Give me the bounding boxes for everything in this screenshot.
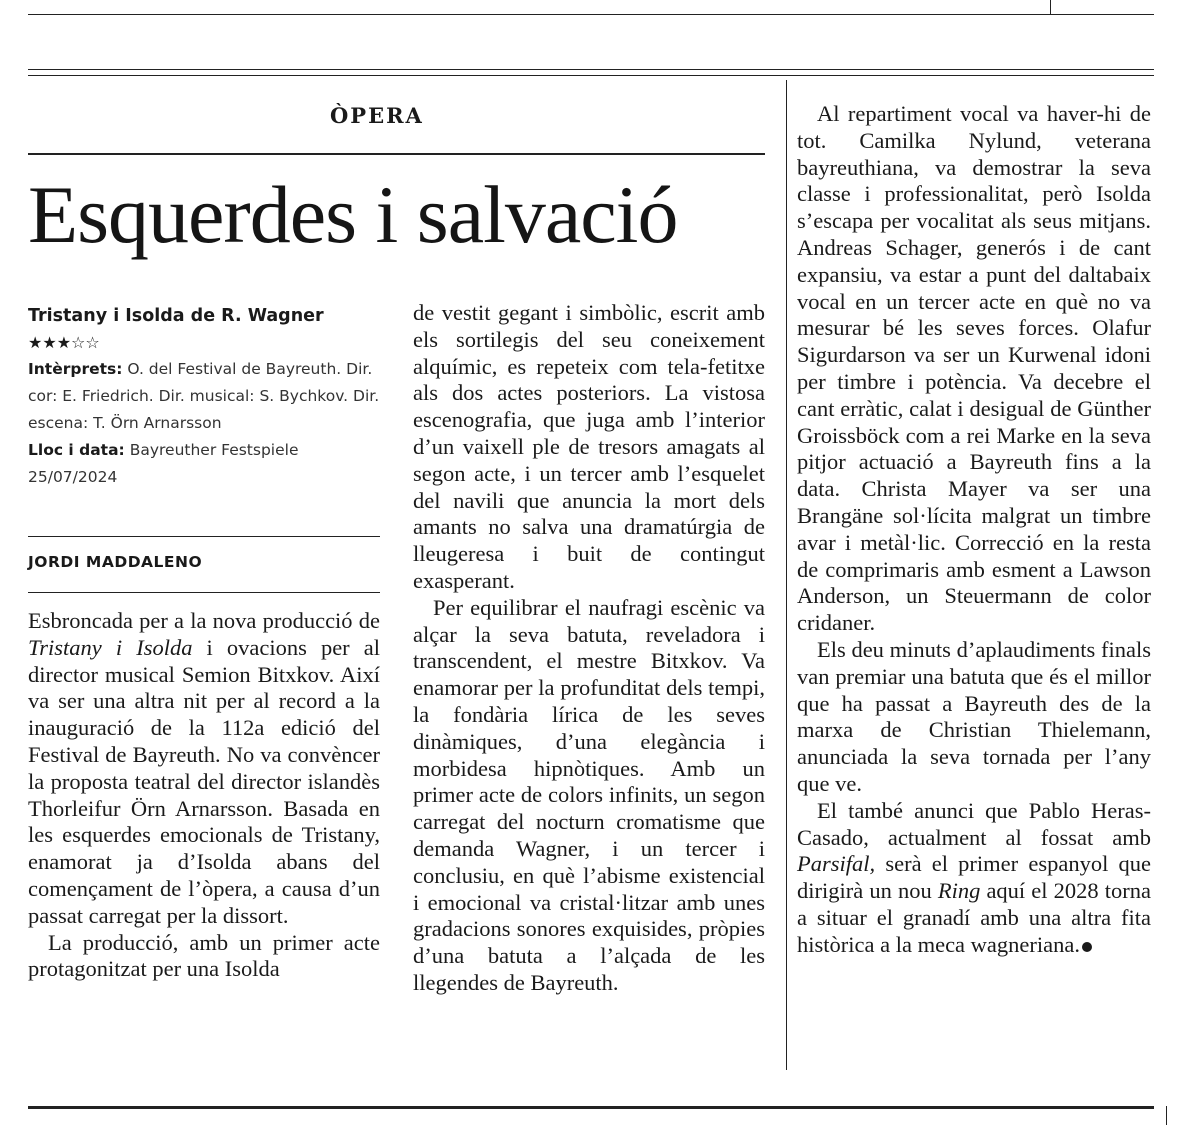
paragraph-4: Al repartiment vocal va haver-hi de tot. Camilka Nylund, veterana bayreuthiana, va demostrar la seva classe i professionalitat, però Isolda s’escapa per vocalitat als seus mitjans. Andreas Schager, generós i de cant expansiu, va estar a punt del daltabaix vocal en un tercer acte en què no va mesurar bé les seves forces. Olafur Sigurdarson va ser un Kurwenal idoni per timbre i potència. Va decebre el cant erràtic, calat i desigual de Günther Groissböck com a rei Marke en la seva pitjor actuació a Bayreuth fins a la data. Christa Mayer va ser una Brangäne sol·lícita malgrat un timbre avar i metàl·lic. Correcció en la resta de comprimaris amb esment a Lawson Anderson, un Steuermann de color cridaner.	[797, 101, 1151, 636]
headline: Esquerdes i salvació	[28, 169, 678, 260]
section-rule	[28, 153, 765, 155]
info-rule	[28, 536, 380, 537]
paragraph-6-text-a: El també anunci que Pablo Heras-Casado, actualment al fossat amb	[797, 797, 1151, 850]
column-1	[28, 608, 380, 983]
paragraph-6	[797, 798, 1151, 959]
top-rule	[28, 14, 1154, 15]
author-byline: JORDI MADDALENO	[28, 553, 203, 571]
paragraph-2-start: La producció, amb un primer acte protagonitzat per una Isolda	[28, 929, 380, 982]
author-rule	[28, 592, 380, 593]
place-label: Lloc i data:	[28, 441, 125, 459]
place-value: Bayreuther Festspiele 25/07/2024	[28, 441, 299, 486]
paragraph-1-text-b: i ovacions per al director musical Semion Bitxkov. Així va ser una altra nit per al record a la inauguració de la 112a edició del Festival de Bayreuth. No va convèncer la proposta teatral del director islandès Thorleifur Örn Arnarsson. Basada en les esquerdes emocionals de Tristany, enamorat ja d’Isolda abans del començament de l’òpera, a causa d’un passat carregat per la dissort.	[28, 634, 380, 928]
paragraph-6-text-c: aquí el 2028 torna a situar el granadí amb una altra fita històrica a la meca wagneriana.	[797, 878, 1151, 957]
bottom-column-tick	[1166, 1106, 1167, 1125]
performers	[28, 356, 388, 437]
end-mark	[1082, 942, 1092, 952]
column-2	[413, 300, 765, 997]
work-title-parsifal: Parsifal,	[797, 851, 876, 877]
review-title: Tristany i Isolda de R. Wagner	[28, 306, 324, 326]
top-column-tick	[1050, 0, 1051, 14]
column-separator-2	[786, 80, 787, 1070]
column-3	[797, 101, 1151, 959]
paragraph-5: Els deu minuts d’aplaudiments finals van premiar una batuta que és el millor que ha passat a Bayreuth des de la marxa de Christian Thielemann, anunciada la seva tornada per l’any que ve.	[797, 636, 1151, 796]
performers-value: O. del Festival de Bayreuth. Dir. cor: E. Friedrich. Dir. musical: S. Bychkov. Dir. escena: T. Örn Arnarsson	[28, 360, 380, 432]
header-double-rule-top	[28, 69, 1154, 70]
header-double-rule-bottom	[28, 75, 1154, 76]
paragraph-2-continued: de vestit gegant i simbòlic, escrit amb els sortilegis del seu coneixement alquímic, es repeteix com tela-fetitxe als dos actes posteriors. La vistosa escenografia, que juga amb l’interior d’un vaixell ple de tresors amagats al segon acte, i un tercer amb l’esquelet del navili que anuncia la mort dels amants no salva una dramatúrgia de lleugeresa i buit de contingut exasperant.	[413, 300, 765, 593]
paragraph-1-text-a: Esbroncada per a la nova producció de	[28, 608, 380, 633]
work-title-ring: Ring	[937, 878, 981, 904]
place-date	[28, 437, 388, 491]
work-title: Tristany i Isolda	[28, 634, 193, 660]
paragraph-6-text-b: serà el primer espanyol que dirigirà un nou	[797, 851, 1151, 904]
review-info	[28, 302, 388, 491]
paragraph-3: Per equilibrar el naufragi escènic va alçar la seva batuta, reveladora i transcendent, el mestre Bitxkov. Va enamorar per la profunditat dels tempi, la fondària lírica de les seves dinàmiques, d’una elegància i morbidesa hipnòtiques. Amb un primer acte de colors infinits, un segon carregat del nocturn cromatisme que demanda Wagner, i un tercer i conclusiu, en què l’abisme existencial i emocional va cristal·litzar amb unes gradacions sonores exquisides, pròpies d’una batuta a l’alçada de les llegendes de Bayreuth.	[413, 594, 765, 995]
paragraph-1	[28, 608, 380, 930]
bottom-rule-thick	[28, 1106, 1154, 1109]
section-label: ÒPERA	[330, 103, 424, 128]
rating-stars: ★★★☆☆	[28, 333, 100, 352]
performers-label: Intèrprets:	[28, 360, 123, 378]
